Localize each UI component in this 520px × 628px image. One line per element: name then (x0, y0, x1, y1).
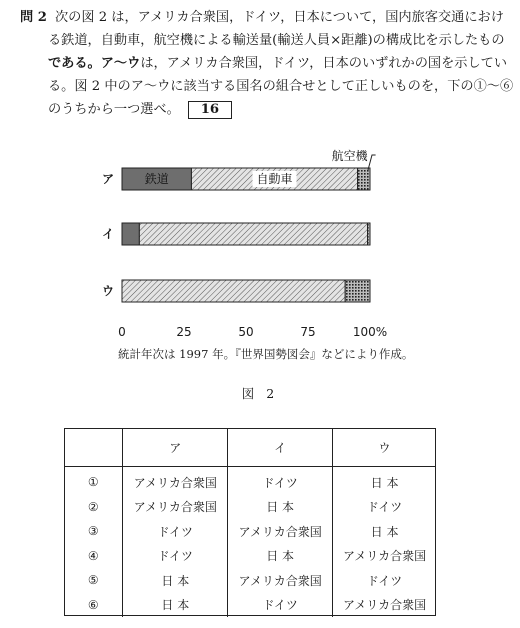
bar-segment (358, 168, 370, 190)
question-number: 問 2 (20, 10, 47, 25)
category-label: イ (101, 227, 115, 241)
table-header-c: ウ (333, 428, 436, 467)
question-text-line-4: る。図 2 中のア～ウに該当する国名の組合せとして正しいものを，下の①～⑥ (48, 79, 514, 94)
choice-number: ② (64, 495, 123, 520)
answer-box: 16 (188, 101, 232, 119)
choice-c: 日 本 (370, 475, 399, 490)
choice-a: ドイツ (123, 519, 228, 544)
table-row (64, 495, 436, 520)
x-tick-label: 100% (352, 325, 388, 339)
answer-choices-table (64, 428, 436, 617)
category-label: ア (101, 172, 115, 186)
choice-c: ドイツ (366, 500, 403, 515)
question-text-line-3: は，アメリカ合衆国，ドイツ，日本のいずれかの国を示してい (140, 56, 508, 71)
question-block (20, 6, 514, 121)
bar-segment (139, 223, 367, 245)
question-text-line-5: のうちから一つ選べ。 (48, 102, 180, 117)
segment-label: 鉄道 (144, 172, 169, 186)
question-text-line-1: 次の図 2 は，アメリカ合衆国，ドイツ，日本について，国内旅客交通におけ (54, 10, 504, 25)
bar-segment (345, 280, 370, 302)
stacked-bar-chart (100, 140, 420, 380)
x-tick-label: 75 (300, 325, 316, 339)
choice-a: アメリカ合衆国 (123, 467, 228, 495)
question-text-line-2: る鉄道，自動車，航空機による輸送量(輸送人員×距離)の構成比を示したもの (48, 33, 505, 48)
annotation-label: 航空機 (331, 149, 368, 163)
chart-svg (100, 140, 420, 345)
choice-number: ① (64, 467, 123, 495)
choice-number: ③ (64, 519, 123, 544)
choice-a: ドイツ (123, 544, 228, 569)
choice-b: ドイツ (228, 467, 333, 495)
choice-b: アメリカ合衆国 (228, 568, 333, 593)
choice-b: アメリカ合衆国 (228, 519, 333, 544)
bar-segment (122, 223, 139, 245)
chart-source-note: 統計年次は 1997 年。『世界国勢図会』などにより作成。 (118, 347, 414, 361)
table-header-b: イ (228, 428, 333, 467)
choice-number: ④ (64, 544, 123, 569)
table-row (64, 519, 436, 544)
x-tick-label: 0 (118, 325, 126, 339)
choice-b: 日 本 (228, 544, 333, 569)
choice-c: 日 本 (370, 524, 399, 539)
choice-b: 日 本 (228, 495, 333, 520)
table-header-row (64, 428, 436, 467)
category-label: ウ (101, 284, 115, 298)
choice-c: アメリカ合衆国 (342, 549, 427, 564)
choice-number: ⑤ (64, 568, 123, 593)
figure-caption: 図 2 (241, 386, 279, 401)
table-row (64, 544, 436, 569)
choice-a: 日 本 (123, 593, 228, 618)
x-tick-label: 25 (176, 325, 192, 339)
table-row (64, 467, 436, 495)
segment-label: 自動車 (256, 172, 293, 186)
choice-a: アメリカ合衆国 (123, 495, 228, 520)
choice-c: ドイツ (366, 573, 403, 588)
x-tick-label: 50 (238, 325, 254, 339)
choice-b: ドイツ (228, 593, 333, 618)
question-text-line-3-bold: である。ア～ウ (48, 56, 141, 71)
choice-a: 日 本 (123, 568, 228, 593)
table-header-a: ア (123, 428, 228, 467)
bar-segment (122, 280, 345, 302)
choice-number: ⑥ (64, 593, 123, 618)
choice-c: アメリカ合衆国 (342, 598, 427, 613)
bar-segment (368, 223, 370, 245)
table-row (64, 593, 436, 618)
table-row (64, 568, 436, 593)
table-header-num (64, 428, 123, 467)
